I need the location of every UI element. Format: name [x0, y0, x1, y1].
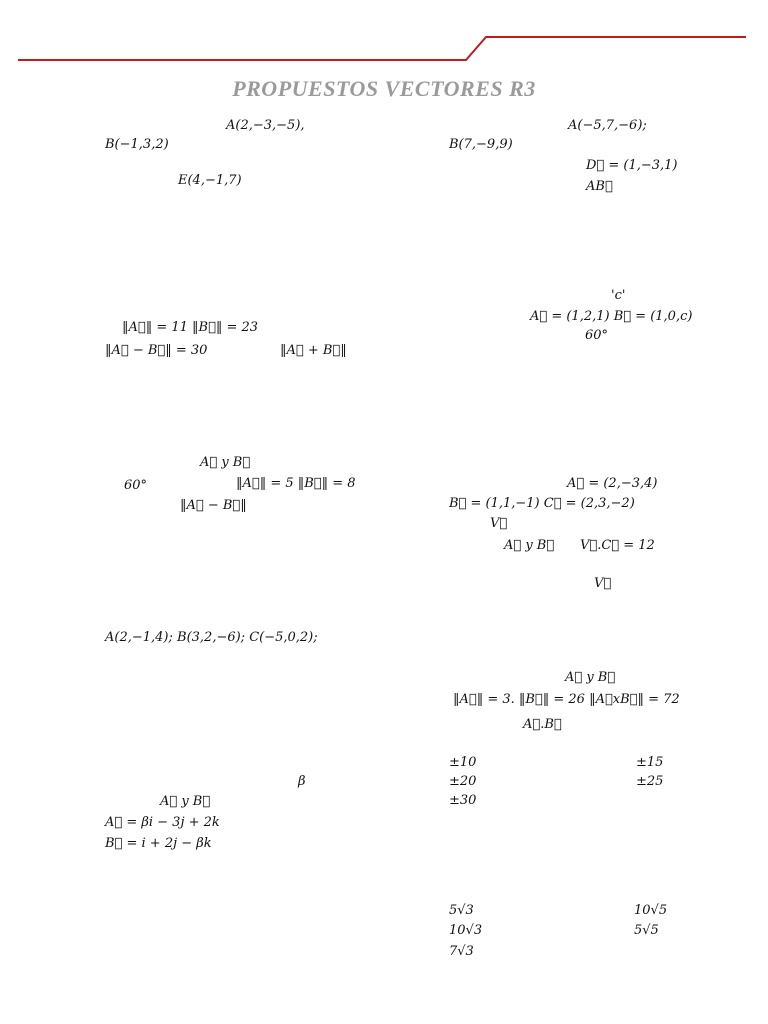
norm-difference-2: ‖A⃗ − B⃗‖	[180, 498, 247, 513]
option-b3: 10√3	[449, 923, 483, 938]
vector-b-beta: B⃗ = i + 2j − βk	[105, 836, 212, 851]
vectors-a-b-5: A⃗ y B⃗	[565, 670, 616, 685]
point-e: E(4,−1,7)	[178, 173, 242, 188]
vector-ab: AB⃗	[586, 179, 613, 194]
constant-c: 'c'	[611, 288, 626, 303]
option-b5: 7√3	[449, 944, 474, 959]
vectors-a-b-3: A⃗ y B⃗	[160, 794, 211, 809]
norm-sum: ‖A⃗ + B⃗‖	[280, 343, 347, 358]
option-b2: 10√5	[634, 903, 668, 918]
page-title: PROPUESTOS VECTORES R3	[232, 76, 536, 101]
point-b: B(−1,3,2)	[105, 137, 169, 152]
point-b-right: B(7,−9,9)	[449, 137, 513, 152]
beta-symbol: β	[298, 774, 306, 789]
point-a-right: A(−5,7,−6);	[568, 118, 647, 133]
norms-a-b: ‖A⃗‖ = 11 ‖B⃗‖ = 23	[122, 320, 259, 335]
option-1: ±10	[449, 755, 477, 770]
vector-d: D⃗ = (1,−3,1)	[586, 158, 678, 173]
header-decoration	[0, 0, 768, 70]
option-3: ±20	[449, 774, 477, 789]
angle-60: 60°	[124, 478, 148, 493]
vector-v-2: V⃗	[594, 576, 612, 591]
vector-a-beta: A⃗ = βi − 3j + 2k	[105, 815, 220, 830]
option-5: ±30	[449, 793, 477, 808]
option-b1: 5√3	[449, 903, 474, 918]
norm-difference: ‖A⃗ − B⃗‖ = 30	[105, 343, 208, 358]
norms-cross: ‖A⃗‖ = 3. ‖B⃗‖ = 26 ‖A⃗xB⃗‖ = 72	[453, 692, 680, 707]
points-abc: A(2,−1,4); B(3,2,−6); C(−5,0,2);	[105, 630, 318, 645]
angle-60-right: 60°	[585, 328, 609, 343]
dot-product-v-c: V⃗.C⃗ = 12	[580, 538, 655, 553]
vectors-b-c: B⃗ = (1,1,−1) C⃗ = (2,3,−2)	[449, 496, 635, 511]
point-a: A(2,−3,−5),	[226, 118, 305, 133]
vectors-a-b-c: A⃗ = (1,2,1) B⃗ = (1,0,c)	[530, 309, 693, 324]
vector-a-3: A⃗ = (2,−3,4)	[567, 476, 658, 491]
dot-product-a-b: A⃗.B⃗	[523, 717, 562, 732]
norms-5-8: ‖A⃗‖ = 5 ‖B⃗‖ = 8	[236, 476, 356, 491]
vectors-a-b-4: A⃗ y B⃗	[504, 538, 555, 553]
option-4: ±25	[636, 774, 664, 789]
option-b4: 5√5	[634, 923, 659, 938]
option-2: ±15	[636, 755, 664, 770]
vectors-a-b: A⃗ y B⃗	[200, 455, 251, 470]
vector-v: V⃗	[490, 516, 508, 531]
